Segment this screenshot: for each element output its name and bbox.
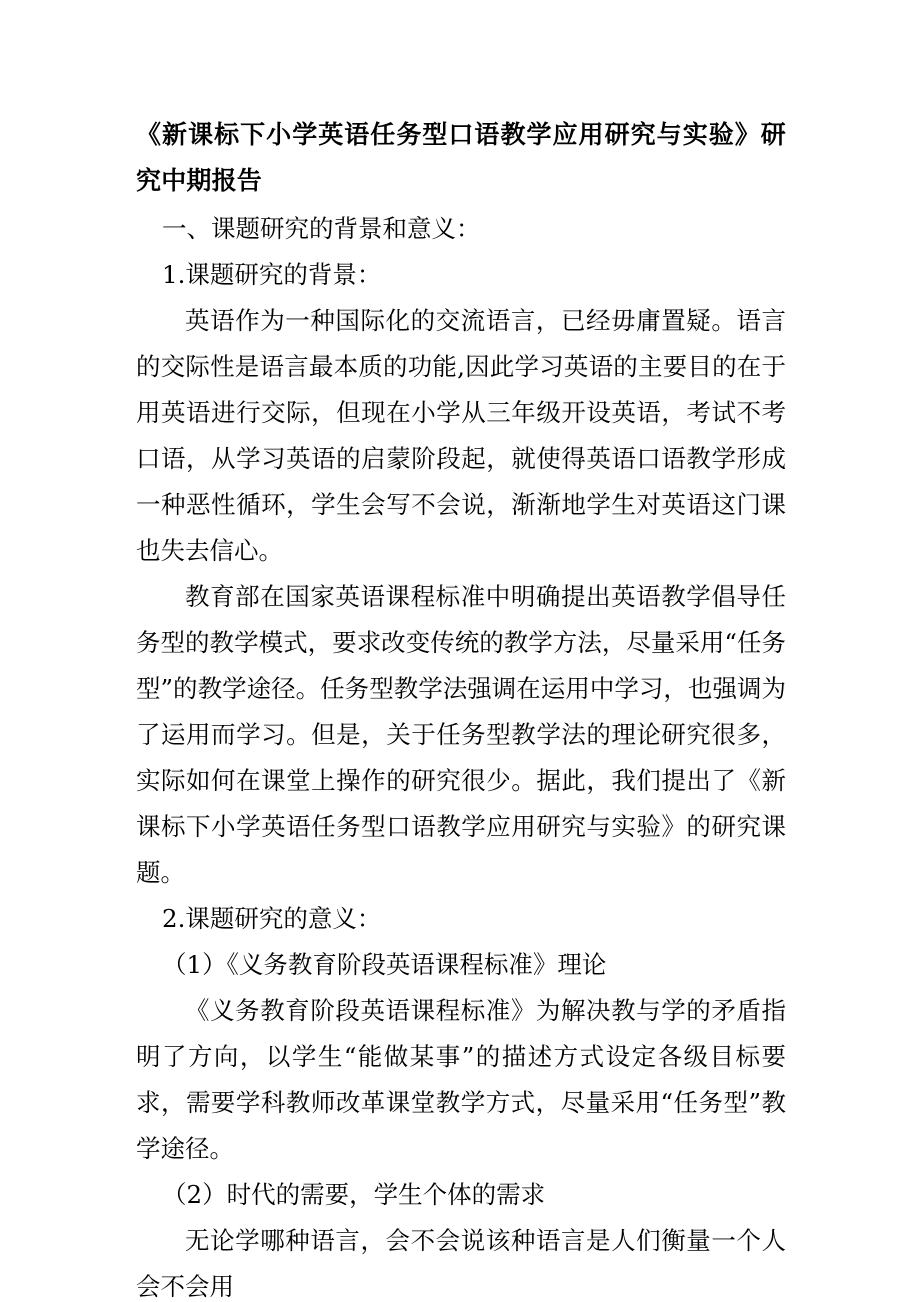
document-body xyxy=(136,206,786,1302)
sub-heading: 2.课题研究的意义： xyxy=(162,904,382,933)
body-paragraph: 无论学哪种语言，会不会说该种语言是人们衡量一个人会不会用 xyxy=(136,1226,786,1301)
sub-heading: 1.课题研究的背景： xyxy=(162,260,382,289)
sub-section-item: （1）《义务教育阶段英语课程标准》理论 xyxy=(162,950,607,979)
body-paragraph: 教育部在国家英语课程标准中明确提出英语教学倡导任务型的教学模式，要求改变传统的教学方法，尽量采用“任务型”的教学途径。任务型教学法强调在运用中学习，也强调为了运用而学习。但是，关于任务型教学法的理论研究很多，实际如何在课堂上操作的研究很少。据此，我们提出了《新课标下小学英语任务型口语教学应用研究与实验》的研究课题。 xyxy=(136,582,786,887)
page-title: 《新课标下小学英语任务型口语教学应用研究与实验》研究中期报告 xyxy=(136,120,786,195)
document-content xyxy=(136,112,786,1302)
section-heading: 一、课题研究的背景和意义： xyxy=(162,214,481,243)
sub-section-item: （2）时代的需要，学生个体的需求 xyxy=(162,1180,546,1209)
body-paragraph: 《义务教育阶段英语课程标准》为解决教与学的矛盾指明了方向，以学生“能做某事”的描述方式设定各级目标要求，需要学科教师改革课堂教学方式，尽量采用“任务型”教学途径。 xyxy=(136,996,786,1163)
body-paragraph: 英语作为一种国际化的交流语言，已经毋庸置疑。语言的交际性是语言最本质的功能,因此学习英语的主要目的在于用英语进行交际，但现在小学从三年级开设英语，考试不考口语，从学习英语的启蒙阶段起，就使得英语口语教学形成一种恶性循环，学生会写不会说，渐渐地学生对英语这门课也失去信心。 xyxy=(136,306,786,565)
